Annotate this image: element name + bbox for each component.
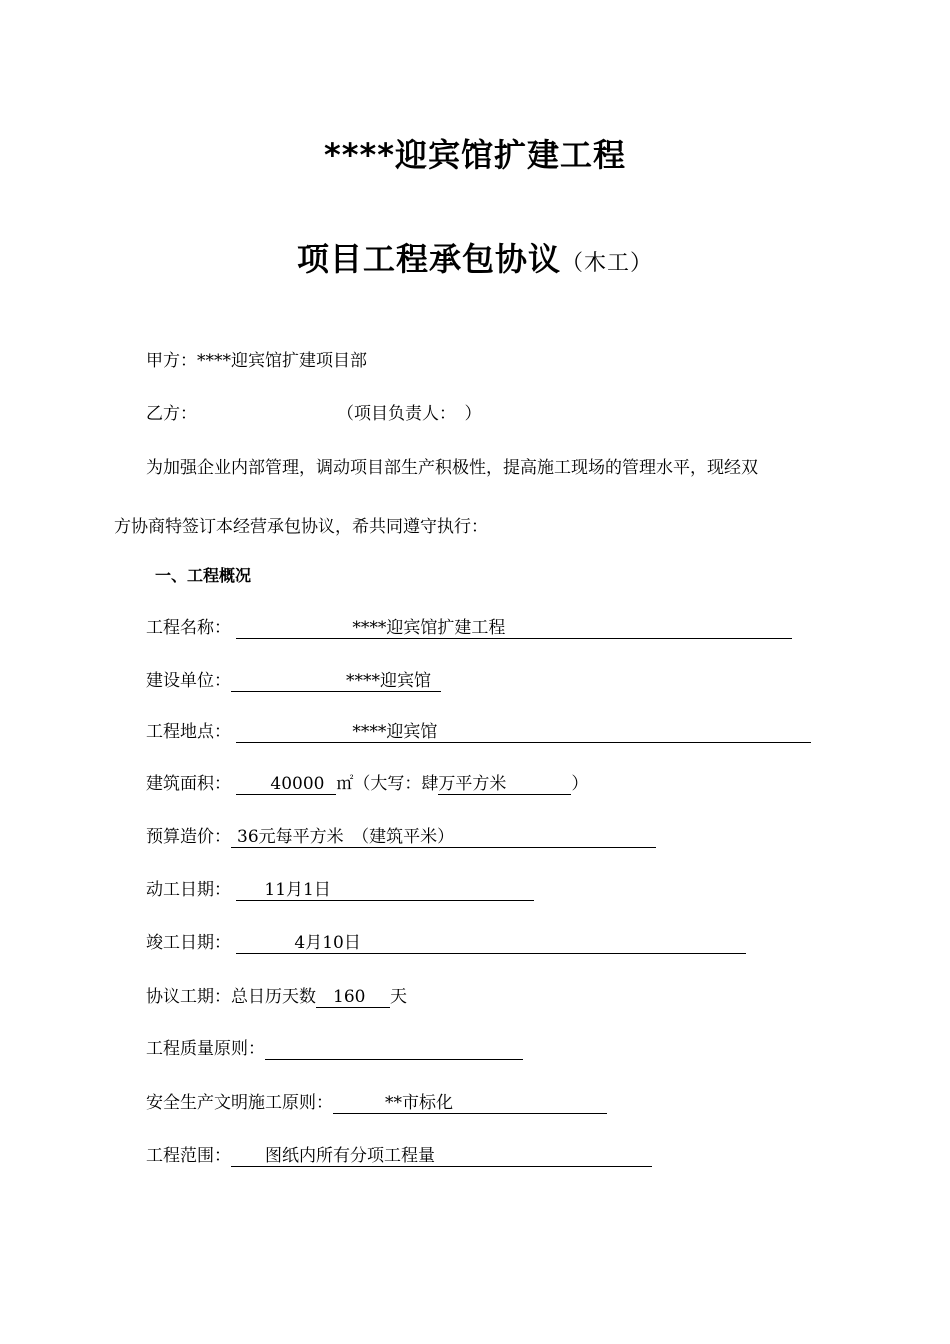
field-scope: [146, 1145, 652, 1167]
intro-line-1: 为加强企业内部管理，调动项目部生产积极性，提高施工现场的管理水平，现经双: [146, 458, 758, 478]
area-field: [236, 773, 336, 795]
party-b: [146, 403, 482, 425]
builder-value: ****迎宾馆: [346, 671, 431, 691]
subtitle-trade: （木工）: [561, 251, 654, 276]
document-title: ****迎宾馆扩建工程: [324, 136, 626, 174]
area-upper-digit: 肆: [421, 774, 439, 794]
field-area: [146, 773, 588, 795]
document-subtitle: [0, 234, 950, 280]
quality-label: 工程质量原则：: [146, 1039, 265, 1059]
location-label: 工程地点：: [146, 722, 231, 742]
scope-value: 图纸内所有分项工程量: [265, 1146, 435, 1166]
intro-line-2: 方协商特签订本经营承包协议，希共同遵守执行：: [114, 517, 488, 537]
location-field: [236, 721, 811, 743]
builder-field: [231, 670, 441, 692]
duration-unit: 天: [390, 987, 407, 1007]
quality-field: [265, 1038, 523, 1060]
start-value: 11月1日: [264, 880, 331, 900]
start-date-field: [236, 879, 534, 901]
area-upper-value: 万平方米: [438, 774, 507, 794]
duration-label: 协议工期：总日历天数: [146, 987, 316, 1007]
duration-field: [316, 986, 390, 1008]
safety-field: [333, 1092, 607, 1114]
start-label: 动工日期：: [146, 880, 231, 900]
end-date-field: [236, 932, 746, 954]
end-label: 竣工日期：: [146, 933, 231, 953]
field-budget: [146, 826, 656, 848]
field-duration: [146, 986, 407, 1008]
field-safety: [146, 1092, 607, 1114]
budget-label: 预算造价：: [146, 827, 231, 847]
field-project-name: [146, 617, 792, 639]
area-upper-field: [438, 773, 571, 795]
area-value: 40000: [270, 774, 325, 794]
budget-value: 36元每平方米 （建筑平米）: [237, 827, 455, 847]
safety-label: 安全生产文明施工原则：: [146, 1093, 333, 1113]
party-b-note: （项目负责人： ）: [337, 404, 482, 424]
subtitle-main: 项目工程承包协议: [296, 240, 561, 278]
scope-field: [231, 1145, 652, 1167]
party-a-label: 甲方：: [146, 351, 197, 371]
area-unit: ㎡（大写：: [336, 774, 422, 794]
project-name-field: [236, 617, 792, 639]
end-value: 4月10日: [294, 933, 361, 953]
area-label: 建筑面积：: [146, 774, 231, 794]
party-a: [146, 350, 367, 372]
field-end-date: [146, 932, 746, 954]
budget-field: [231, 826, 656, 848]
field-quality: [146, 1038, 523, 1060]
section-heading-overview: 一、工程概况: [155, 566, 252, 585]
area-close: ）: [571, 774, 589, 794]
location-value: ****迎宾馆: [352, 722, 438, 742]
duration-value: 160: [333, 987, 366, 1007]
field-builder: [146, 670, 441, 692]
project-name-label: 工程名称：: [146, 618, 231, 638]
party-b-label: 乙方：: [146, 404, 197, 424]
party-a-value: ****迎宾馆扩建项目部: [197, 351, 367, 371]
safety-value: **市标化: [385, 1093, 453, 1113]
project-name-value: ****迎宾馆扩建工程: [352, 618, 506, 638]
scope-label: 工程范围：: [146, 1146, 231, 1166]
field-start-date: [146, 879, 534, 901]
builder-label: 建设单位：: [146, 671, 231, 691]
field-location: [146, 721, 811, 743]
